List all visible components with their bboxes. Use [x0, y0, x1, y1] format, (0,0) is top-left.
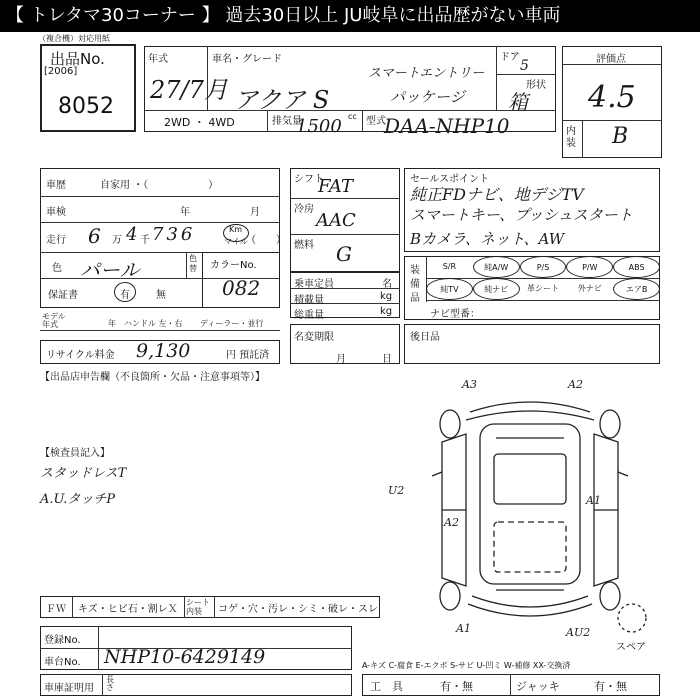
- color-change-label: 色替: [189, 254, 197, 273]
- equipment-item: 外ナビ: [577, 284, 602, 293]
- cooler-label: 冷房: [294, 204, 314, 215]
- spare-label: スペア: [616, 642, 646, 653]
- fw-label: ＦＷ: [46, 604, 66, 615]
- equipment-item: 純ナビ: [473, 278, 520, 300]
- warranty-label: 保証書: [48, 290, 78, 301]
- lot-number-box: [40, 44, 136, 132]
- warranty-yes: 有: [120, 290, 130, 301]
- equipment-item: ABS: [613, 256, 660, 278]
- car-name-value: アクア S: [234, 86, 330, 114]
- recycle-unit: 円 預託済: [226, 350, 270, 361]
- mileage-value-3: 736: [152, 224, 196, 245]
- mileage-unit-man: 万: [112, 235, 122, 246]
- mileage-unit-km: Km: [229, 225, 243, 234]
- rename-deadline-label: 名変期限: [294, 332, 334, 343]
- score-value: 4.5: [588, 80, 636, 115]
- color-label: 色: [52, 263, 62, 274]
- history-label: 車歴: [46, 180, 66, 191]
- car-damage-diagram: [400, 372, 660, 652]
- chassis-no-label: 車台No.: [44, 657, 81, 668]
- equipment-item: P/W: [566, 256, 613, 278]
- equipment-label: 装備品: [410, 265, 420, 304]
- equipment-item: 革シート: [526, 284, 559, 293]
- sales-point-label: セールスポイント: [410, 174, 490, 185]
- color-code-value: 082: [222, 276, 261, 300]
- sales-point-line-2: スマートキー、プッシュスタート: [410, 206, 633, 224]
- tools-label: 工 具: [370, 680, 403, 693]
- banner-title: 【 トレタマ30コーナー 】 過去30日以上 JU岐阜に出品歴がない車両: [0, 0, 700, 32]
- drive-type-label: 2WD ・ 4WD: [164, 116, 235, 129]
- lot-number-label: 出品No.: [50, 50, 105, 68]
- inspection-month-unit: 月: [250, 207, 260, 218]
- recycle-label: リサイクル料金: [46, 350, 115, 361]
- sales-point-line-3: Bカメラ、ネット、AW: [410, 230, 565, 248]
- equipment-item: 純A/W: [473, 256, 520, 278]
- rename-month-unit: 月: [336, 354, 346, 365]
- mileage-value-1: 6: [88, 224, 101, 248]
- mileage-unit-sen: 千: [140, 235, 150, 246]
- sheet-sub-note: （複合機）対応用紙: [38, 34, 110, 43]
- displacement-unit: cc: [348, 112, 357, 121]
- grade-value-2: パッケージ: [390, 88, 465, 106]
- model-code-value: DAA-NHP10: [384, 114, 510, 138]
- length-label: 長さ: [106, 675, 114, 692]
- model-year-unit: 年: [108, 319, 116, 328]
- gross-weight-unit: kg: [380, 306, 393, 317]
- damage-mark-a3: A3: [462, 378, 477, 391]
- garage-cert-label: 車庫証明用: [44, 683, 94, 694]
- shift-value: FAT: [318, 176, 353, 197]
- inspector-note-2: A.U.タッチP: [40, 492, 116, 507]
- damage-mark-au2: AU2: [566, 626, 591, 639]
- equipment-item: P/S: [520, 256, 567, 278]
- displacement-value: 1500: [296, 116, 342, 137]
- damage-mark-a1-right: A1: [586, 494, 601, 507]
- chassis-no-value: NHP10-6429149: [104, 646, 266, 668]
- mileage-paren: （ ）: [246, 235, 286, 246]
- displacement-label: 排気量: [272, 116, 302, 127]
- door-label: ドア: [500, 52, 520, 63]
- year-value: 27/7月: [150, 76, 228, 104]
- model-code-label: 型式: [366, 116, 386, 127]
- year-label: 年式: [148, 54, 168, 65]
- damage-mark-a2-mid: A2: [444, 516, 459, 529]
- recycle-value: 9,130: [136, 340, 191, 362]
- equipment-item: 純TV: [426, 278, 473, 300]
- seat-damage-codes: コゲ・穴・汚レ・シミ・破レ・スレ: [218, 604, 378, 615]
- interior-value: B: [612, 124, 629, 149]
- inspection-label: 車検: [46, 207, 66, 218]
- lot-prefix: [2006]: [44, 66, 78, 77]
- mileage-label: 走行: [46, 235, 66, 246]
- fuel-label: 燃料: [294, 240, 314, 251]
- tools-value: 有・無: [440, 680, 473, 693]
- inspector-note-1: スタッドレスT: [40, 466, 127, 481]
- seat-label: シート内装: [186, 598, 210, 616]
- equipment-item: S/R: [442, 262, 457, 271]
- color-value: パール: [80, 258, 140, 282]
- history-options: 自家用 ・（ ）: [100, 180, 219, 191]
- handle-label: ハンドル 左・右: [124, 319, 183, 328]
- load-label: 積載量: [294, 295, 324, 306]
- damage-mark-u2: U2: [388, 484, 405, 497]
- inspection-year-unit: 年: [180, 207, 190, 218]
- damage-legend: A-キズ C-腐食 E-エクボ S-サビ U-凹ミ W-補修 XX-交換済: [362, 661, 571, 670]
- color-code-label: カラーNo.: [210, 260, 257, 271]
- load-unit: kg: [380, 291, 393, 302]
- navi-type-label: ナビ型番：: [430, 309, 480, 320]
- damage-mark-a1-bottom: A1: [456, 622, 471, 635]
- score-label: 評価点: [596, 54, 626, 65]
- dealer-label: ディーラー・並行: [200, 319, 264, 328]
- mileage-unit-mile: マイル: [224, 237, 248, 246]
- equipment-item: エアB: [613, 278, 660, 300]
- cooler-value: AAC: [316, 210, 356, 231]
- warranty-no: 無: [156, 290, 166, 301]
- door-value: 5: [520, 58, 529, 74]
- sales-point-line-1: 純正FDナビ、地デジTV: [410, 185, 584, 204]
- shape-value: 箱: [508, 90, 528, 114]
- name-grade-label: 車名・グレード: [212, 54, 282, 65]
- fuel-value: G: [336, 242, 352, 266]
- jack-value: 有・無: [594, 680, 627, 693]
- gross-weight-label: 総重量: [294, 310, 324, 321]
- capacity-label: 乗車定員: [294, 279, 334, 290]
- damage-mark-a2-top: A2: [568, 378, 583, 391]
- jack-label: ジャッキ: [516, 680, 560, 693]
- post-items-box: [404, 324, 660, 364]
- interior-label: 内装: [566, 126, 576, 149]
- inspector-label: 【検査員記入】: [40, 448, 110, 459]
- model-year-label: モデル年式: [42, 312, 66, 329]
- capacity-unit: 名: [382, 279, 392, 290]
- scratch-codes: キズ・ヒビ石・割レＸ: [78, 604, 178, 615]
- lot-number-value: 8052: [58, 94, 114, 119]
- shift-label: シフト: [294, 174, 324, 185]
- registration-no-label: 登録No.: [44, 635, 81, 646]
- grade-value-1: スマートエントリー: [368, 66, 485, 81]
- post-items-label: 後日品: [410, 332, 440, 343]
- rename-day-unit: 日: [382, 354, 392, 365]
- shape-label: 形状: [526, 80, 546, 91]
- mileage-value-2: 4: [126, 224, 138, 245]
- notes-label: 【出品店申告欄（不良箇所・欠品・注意事項等）】: [40, 372, 265, 383]
